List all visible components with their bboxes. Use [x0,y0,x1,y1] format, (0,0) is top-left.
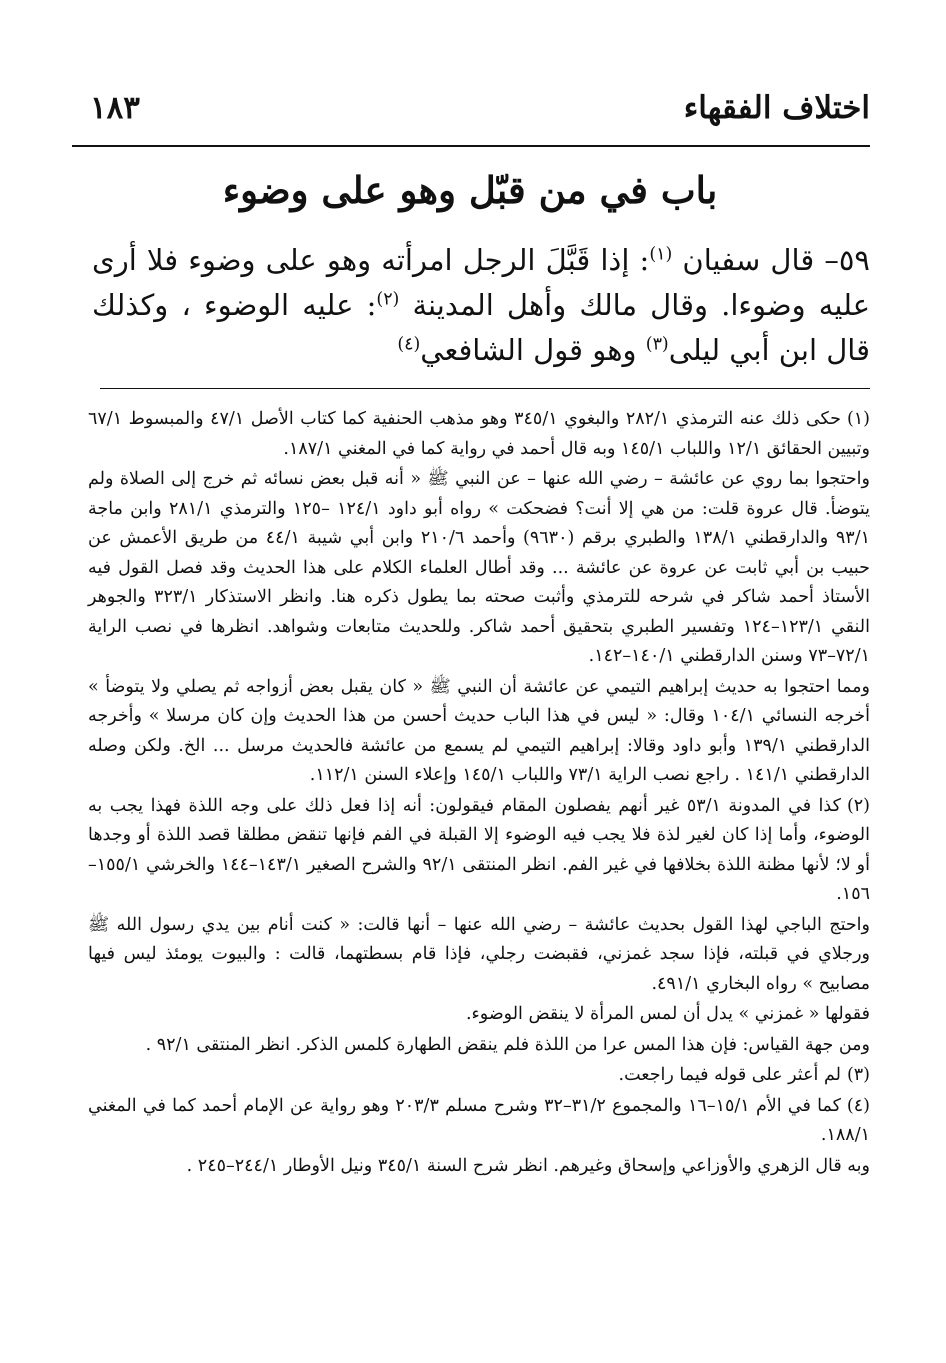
footnote-ref-1: (١) [649,244,673,265]
footnote-text: كذا في المدونة ٥٣/١ غير أنهم يفصلون المقام فيقولون: أنه إذا فعل ذلك على وجه اللذة فهذا يجب به الوضوء، وأما إذا كان لغير لذة فلا يجب فيه الوضوء إلا القبلة في الفم فإنها تنقض مطلقا قصد اللذة أو وجدها أو لا؛ لأنها مظنة اللذة بخلافها في غير الفم. انظر المنتقى ٩٢/١ والشرح الصغير ١٤٣/١–١٤٤ والخرشي ١٥٥/١–١٥٦. [88,795,870,904]
footnote-paragraph [88,1061,870,1091]
chapter-title: باب في من قبّل وهو على وضوء [222,168,718,212]
footnote-text: حكى ذلك عنه الترمذي ٢٨٢/١ والبغوي ٣٤٥/١ وهو مذهب الحنفية كما كتاب الأصل ٤٧/١ والمبسوط ٦٧/١ وتبيين الحقائق ١٢/١ واللباب ١٤٥/١ وبه قال أحمد في رواية كما في المغني ١٨٧/١. [88,409,870,459]
running-title: اختلاف الفقهاء [683,90,870,126]
footnote-number: (٣) [846,1065,870,1085]
footnote-paragraph [88,405,870,464]
footnote-paragraph [88,1092,870,1151]
footnote-3 [88,1061,870,1091]
main-text-part-1: قال سفيان [682,243,815,277]
footnote-paragraph: وبه قال الزهري والأوزاعي وإسحاق وغيرهم. انظر شرح السنة ٣٤٥/١ ونيل الأوطار ٢٤٤/١–٢٤٥ . [186,1155,870,1176]
footnote-4 [88,1092,870,1182]
footnote-ref-2: (٢) [376,289,400,310]
page-header [70,82,870,142]
footnote-paragraph: فقولها « غمزني » يدل أن لمس المرأة لا ينقض الوضوء. [465,1004,870,1024]
footnote-paragraph: ومما احتجوا به حديث إبراهيم التيمي عن عائشة أن النبي ﷺ « كان يقبل بعض أزواجه ثم يصلي ولا يتوضأ » أخرجه النسائي ١٠٤/١ وقال: « ليس في هذا الباب حديث أحسن من هذا الحديث وإن كان مرسلا » وأخرجه الدارقطني ١٣٩/١ وأبو داود وقالا: إبراهيم التيمي لم يسمع من عائشة فالحديث مرسل ... الخ. ولكن وصله الدارقطني ١٤١/١ . راجع نصب الراية ٧٣/١ واللباب ١٤٥/١ وإعلاء السنن ١١٢/١. [88,676,870,785]
footnote-text: لم أعثر على قوله فيما راجعت. [618,1065,841,1085]
footnotes [88,405,870,1182]
footnote-number: (١) [846,409,870,429]
footnote-2 [88,792,870,1061]
main-paragraph [92,238,870,373]
page-number: ١٨٣ [90,90,140,126]
header-rule [72,145,870,147]
item-number: ٥٩– [824,243,871,277]
footnote-separator [100,388,870,389]
footnote-paragraph: ومن جهة القياس: فإن هذا المس عرا من اللذة فلم ينقض الطهارة كلمس الذكر. انظر المنتقى ٩٢/١ . [145,1034,870,1055]
footnote-ref-4: (٤) [397,334,421,355]
footnote-1 [88,405,870,791]
footnote-ref-3: (٣) [645,334,669,355]
footnote-paragraph: واحتجوا بما روي عن عائشة – رضي الله عنها – عن النبي ﷺ « أنه قبل بعض نسائه ثم خرج إلى الصلاة ولم يتوضأ. قال عروة قلت: من هي إلا أنت؟ فضحكت » رواه أبو داود ١٢٤/١ –١٢٥ والترمذي ٢٨١/١ وابن ماجة ٩٣/١ والدارقطني ١٣٨/١ والطبري برقم (٩٦٣٠) وأحمد ٢١٠/٦ وابن أبي شيبة ٤٤/١ من طريق الأعمش عن حبيب بن أبي ثابت عن عروة عن عائشة ... وقد أطال العلماء الكلام على هذا الحديث وقد فصل القول فيه الأستاذ أحمد شاكر في شرحه للترمذي وأثبت صحته بما يطول ذكره هنا. وانظر الاستذكار ٣٢٣/١ والجوهر النقي ١٢٣/١–١٢٤ وتفسير الطبري بتحقيق أحمد شاكر. وللحديث متابعات وشواهد. انظرها في نصب الراية ٧٢/١–٧٣ وسنن الدارقطني ١٤٠/١–١٤٢. [88,469,870,666]
main-text-part-4: وهو قول الشافعي [420,333,646,367]
footnote-text: كما في الأم ١٥/١–١٦ والمجموع ٣١/٢–٣٢ وشرح مسلم ٢٠٣/٣ وهو رواية عن الإمام أحمد كما في المغني ١٨٨/١. [88,1095,870,1145]
footnote-paragraph [88,792,870,910]
footnote-number: (٢) [846,795,870,816]
footnote-number: (٤) [846,1095,870,1116]
main-text [92,238,870,373]
footnote-paragraph: واحتج الباجي لهذا القول بحديث عائشة – رضي الله عنها – أنها قالت: « كنت أنام بين يدي رسول الله ﷺ ورجلاي في قبلته، فإذا سجد غمزني، فقبضت رجلي، فإذا قام بسطتهما، قالت : والبيوت يومئذ ليس فيها مصابيح » رواه البخاري ٤٩١/١. [88,914,870,994]
main-text-part-3: : عليه الوضوء ، وكذلك قال ابن أبي ليلى [92,288,870,367]
main-text-part-2: : إذا قَبَّلَ الرجل امرأته وهو على وضوء فلا أرى عليه وضوءا. وقال مالك وأهل المدينة [92,243,870,322]
